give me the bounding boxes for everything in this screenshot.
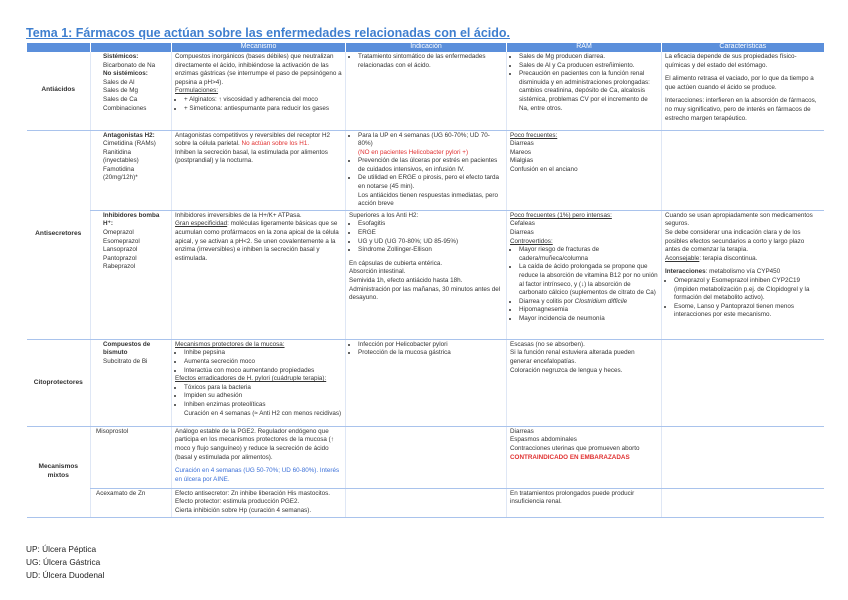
list-item: • Interactúa con moco aumentando propiedades (184, 367, 342, 376)
list-item (358, 132, 503, 158)
text: Efecto antisecretor: Zn inhibe liberación His mastocitos. (175, 489, 331, 497)
list-item: • Prevención de las úlceras por estrés en pacientes de cuidados intensivos, en infusión IV. (358, 157, 503, 174)
group-citoprotectores: Citoprotectores (27, 339, 91, 426)
text: : metabolismo vía CYP450 (705, 268, 781, 276)
header-empty-2 (91, 43, 172, 52)
ram-misoprostol (507, 426, 662, 488)
drug-heading: Antagonistas H2: (103, 131, 155, 139)
text-block: Compuestos inorgánicos (bases débiles) que neutralizan directamente el ácido, inhibiéndose la activación de las enzimas gástricas (se interrumpe el paso de pepsinógeno a pepsina a pH>4). (175, 53, 342, 86)
drug-item: Sales de Al (103, 78, 135, 86)
drug-item: Ranitidina (inyectables) (103, 148, 139, 165)
list-item: • La caída de ácido prolongada se propone que reduce la absorción de vitamina B12 por no unión al factor intrínseco, y (↓) la absorción de carbonato cálcico (suplementos de citrato de Ca) (519, 263, 658, 297)
text-block: Análogo estable de la PGE2. Regulador endógeno que participa en los mecanismos protectores de la mucosa (↑ moco y flujo sanguíneo) y reduce la secreción de ácido (basal y estimulada por alimentos). (175, 427, 334, 461)
drug-item: Esomeprazol (103, 237, 140, 245)
subheading: Controvertidos: (510, 237, 553, 245)
list-item: • Mayor incidencia de neumonía (519, 315, 658, 324)
text: Efecto protector: estimula producción PGE2. (175, 498, 300, 506)
subheading: Poco frecuentes: (510, 131, 558, 139)
list-item: • Inhiben enzimas proteolíticas (184, 401, 342, 410)
list-item: • Hipomagnesemia (519, 306, 658, 315)
ram-ibp (507, 210, 662, 339)
list-item: • Sales de Al y Ca producen estreñimiento. (519, 62, 658, 71)
text: Coloración negruzca de lengua y heces. (510, 366, 623, 374)
drug-item: Subcitrato de Bi (103, 358, 148, 366)
legend-up: UP: Úlcera Péptica (26, 544, 97, 554)
text-block (665, 268, 821, 277)
text: Aconsejable (665, 254, 700, 262)
caracteristicas-antiacidos (662, 52, 824, 130)
row-anti-h2 (27, 130, 824, 210)
text: Clostridium difficile (574, 297, 628, 305)
group-mixtos (27, 426, 91, 517)
text: Curación en 4 semanas (≈ Anti H2 con menos recidivas) (184, 409, 342, 417)
drug-item: Famotidina (20mg/12h)* (103, 165, 138, 182)
caracteristicas-ibp (662, 210, 824, 339)
drug-item: Combinaciones (103, 104, 147, 112)
row-antiacidos (27, 52, 824, 130)
subheading: Poco frecuentes (1%) pero intensas: (510, 211, 612, 219)
drugs-antiacidos (91, 52, 172, 130)
list-item: • + Alginatos: ↑ viscosidad y adherencia del moco (184, 96, 342, 105)
text: Diarreas (510, 229, 534, 237)
list (349, 53, 503, 70)
text: Mareos (510, 148, 531, 156)
text-block: La eficacia depende de sus propiedades físico-químicas y del estado del estómago. (665, 53, 797, 69)
header-indicacion: Indicación (346, 43, 507, 52)
text-block: En tratamientos prolongados puede producir insuficiencia renal. (510, 489, 635, 506)
text: En cápsulas de cubierta entérica. (349, 259, 443, 267)
list (175, 96, 342, 113)
row-ibp (27, 210, 824, 339)
indicacion-anti-h2 (346, 130, 507, 210)
drug-heading: No sistémicos: (103, 70, 148, 78)
list-item: • UG y UD (UG 70-80%; UD 85-95%) (358, 238, 503, 247)
text-block (665, 255, 821, 264)
mecanismo-antiacidos (172, 52, 346, 130)
header-row (27, 43, 824, 52)
header-ram: RAM (507, 43, 662, 52)
list (349, 132, 503, 192)
text-block: El alimento retrasa el vaciado, por lo que da tiempo a que actúen cuando el ácido se produce. (665, 75, 814, 91)
list-item: • Mayor riesgo de fracturas de cadera/muñeca/columna (519, 246, 658, 263)
drugs-misoprostol (91, 426, 172, 488)
list-item: • Sales de Mg producen diarrea. (519, 53, 658, 62)
text: Para la UP en 4 semanas (UG 60-70%; UD 70-80%) (358, 131, 490, 148)
text: Diarrea y colitis por (519, 297, 575, 305)
drugs-anti-h2 (91, 130, 172, 210)
drug-item: Sales de Ca (103, 95, 138, 103)
text: Semivida 1h, efecto antiácido hasta 18h. (349, 277, 463, 284)
text: Espasmos abdominales (510, 436, 577, 444)
text: : moléculas ligeramente básicas que se acumulan como profármacos en la zona apical de la célula apical, y se activan a pH<2. Se unen covalentemente a la enzima (irreversibles) e inhiben la secreción basal y estimulada. (175, 220, 339, 262)
text: Escasas (no se absorben). (510, 340, 585, 348)
header-empty-1 (27, 43, 91, 52)
list-item: • Síndrome Zollinger-Ellison (358, 246, 503, 255)
text-block: Inhibidores irreversibles de la H+/K+ ATPasa. (175, 211, 302, 219)
ram-citoprotectores (507, 339, 662, 426)
text: Gran especificidad (175, 220, 228, 228)
text: Diarreas (510, 427, 534, 435)
list (510, 246, 658, 323)
list-item: • Aumenta secreción moco (184, 358, 342, 367)
text-block (175, 132, 342, 149)
warning-text: No actúan sobre los H1. (241, 140, 310, 148)
list (349, 220, 503, 254)
text-block: Interacciones: interfieren en la absorción de fármacos, no muy significativo, pero de interés en fármacos de estrecho margen terapéutico. (665, 97, 817, 122)
group-antiacidos: Antiácidos (27, 52, 91, 130)
drug-item: Misoprostol (96, 427, 129, 435)
row-misoprostol (27, 426, 824, 488)
drug-item: Sales de Mg (103, 87, 139, 95)
mecanismo-acexamato-zn (172, 488, 346, 517)
mecanismo-citoprotectores (172, 339, 346, 426)
list-item: • Tratamiento sintomático de las enfermedades relacionadas con el ácido. (358, 53, 503, 70)
text: Absorción intestinal. (349, 268, 406, 276)
list-item: • Impiden su adhesión (184, 392, 342, 401)
row-citoprotectores (27, 339, 824, 426)
indicacion-misoprostol (346, 426, 507, 488)
text: Superiores a los Anti H2: (349, 211, 419, 219)
drug-heading: Compuestos de bismuto (103, 340, 151, 357)
text: Si la función renal estuviera alterada pueden generar encefalopatías. (510, 349, 635, 366)
list-item: • Tóxicos para la bacteria (184, 384, 342, 393)
drug-item: Omeprazol (103, 229, 134, 237)
list (175, 349, 342, 375)
drug-item: Cimetidina (RAMs) (103, 140, 156, 148)
drugs-ibp (91, 210, 172, 339)
caracteristicas-anti-h2 (662, 130, 824, 210)
drugs-citoprotectores (91, 339, 172, 426)
list (175, 384, 342, 410)
ram-anti-h2 (507, 130, 662, 210)
warning-text: (NO en pacientes Helicobacter pylori +) (358, 148, 469, 156)
header-mecanismo: Mecanismo (172, 43, 346, 52)
indicacion-antiacidos (346, 52, 507, 130)
row-acexamato-zn (27, 488, 824, 517)
list-item: • Esome, Lanso y Pantoprazol tienen menos interacciones por este mecanismo. (674, 303, 821, 320)
text: Contracciones uterinas que promueven aborto (510, 445, 640, 453)
drugs-acexamato-zn (91, 488, 172, 517)
text-block: Inhiben la secreción basal, la estimulada por alimentos (postprandial) y la nocturna. (175, 148, 328, 165)
indicacion-acexamato-zn (346, 488, 507, 517)
list (510, 53, 658, 113)
text: Cierta inhibición sobre Hp (curación 4 semanas). (175, 507, 312, 515)
group-label: Mecanismos (38, 463, 79, 471)
legend-ud: UD: Úlcera Duodenal (26, 570, 105, 580)
legend-ug: UG: Úlcera Gástrica (26, 557, 101, 567)
list (349, 341, 503, 358)
text-block: Curación en 4 semanas (UG 50-70%; UD 60-80%). Interés en úlcera por AINE. (175, 467, 340, 483)
mecanismo-anti-h2 (172, 130, 346, 210)
subheading: Formulaciones: (175, 87, 219, 95)
header-caracteristicas: Características (662, 43, 824, 52)
list-item: • Inhibe pepsina (184, 349, 342, 358)
list-item: • ERGE (358, 229, 503, 238)
list-item: • Infección por Helicobacter pylori (358, 341, 503, 350)
drug-item: Rabeprazol (103, 263, 136, 271)
drug-item: Pantoprazol (103, 254, 137, 262)
text: : terapia discontinua. (699, 254, 758, 262)
list-item: • Precaución en pacientes con la función renal disminuida y en administraciones prolongadas: cambios creatinina, depósito de Ca, alcalosis sistémica, problemas CV por el incremento de Na, entre otros. (519, 70, 658, 113)
text: Cefaleas (510, 220, 535, 228)
subheading: Mecanismos protectores de la mucosa: (175, 340, 285, 348)
indicacion-ibp (346, 210, 507, 339)
list-item: • Protección de la mucosa gástrica (358, 349, 503, 358)
mecanismo-misoprostol (172, 426, 346, 488)
mecanismo-ibp (172, 210, 346, 339)
text: Interacciones (665, 268, 706, 276)
drug-heading: Inhibidores bomba H⁺: (103, 211, 160, 228)
pharmacology-table (26, 43, 824, 518)
drug-item: Acexamato de Zn (96, 489, 146, 497)
caracteristicas-citoprotectores (662, 339, 824, 426)
text-block: Se debe considerar una indicación clara y de los posibles efectos secundarios a corto y largo plazo antes de comenzar la terapia. (665, 229, 805, 254)
list-item: • De utilidad en ERGE o pirosis, pero el efecto tarda en notarse (45 min). (358, 174, 503, 191)
ram-antiacidos (507, 52, 662, 130)
text-block (175, 220, 342, 263)
list (665, 277, 821, 320)
caracteristicas-acexamato-zn (662, 488, 824, 517)
text: Mialgias (510, 157, 534, 165)
list-item: • + Simeticona: antiespumante para reducir los gases (184, 105, 342, 114)
warning-text: CONTRAINDICADO EN EMBARAZADAS (510, 453, 630, 461)
subheading: Efectos erradicadores de H. pylori (cuádruple terapia): (175, 375, 327, 383)
ram-acexamato-zn (507, 488, 662, 517)
drug-heading: Sistémicos: (103, 53, 139, 60)
list-item (519, 298, 658, 307)
text-block: Los antiácidos tienen respuestas inmediatas, pero acción breve (358, 191, 499, 208)
list-item: • Omeprazol y Esomeprazol inhiben CYP2C19 (impiden metabolización p.ej. de Clopidogrel y la formación del metabolito activo). (674, 277, 821, 303)
text: Confusión en el anciano (510, 165, 578, 173)
drug-item: Bicarbonato de Na (103, 61, 156, 69)
group-antisecretores: Antisecretores (27, 130, 91, 339)
list-item: • Esofagitis (358, 220, 503, 229)
text: Diarreas (510, 140, 534, 148)
text: Administración por las mañanas, 30 minutos antes del desayuno. (349, 285, 501, 302)
indicacion-citoprotectores (346, 339, 507, 426)
caracteristicas-misoprostol (662, 426, 824, 488)
drug-item: Lansoprazol (103, 246, 138, 254)
text: Antagonistas competitivos y reversibles del receptor H2 sobre la célula parietal. (175, 131, 331, 148)
page-title: Tema 1: Fármacos que actúan sobre las enfermedades relacionadas con el ácido. (26, 26, 510, 40)
group-label: mixtos (47, 471, 69, 479)
text-block: Cuando se usan apropiadamente son medicamentos seguros. (665, 211, 813, 228)
